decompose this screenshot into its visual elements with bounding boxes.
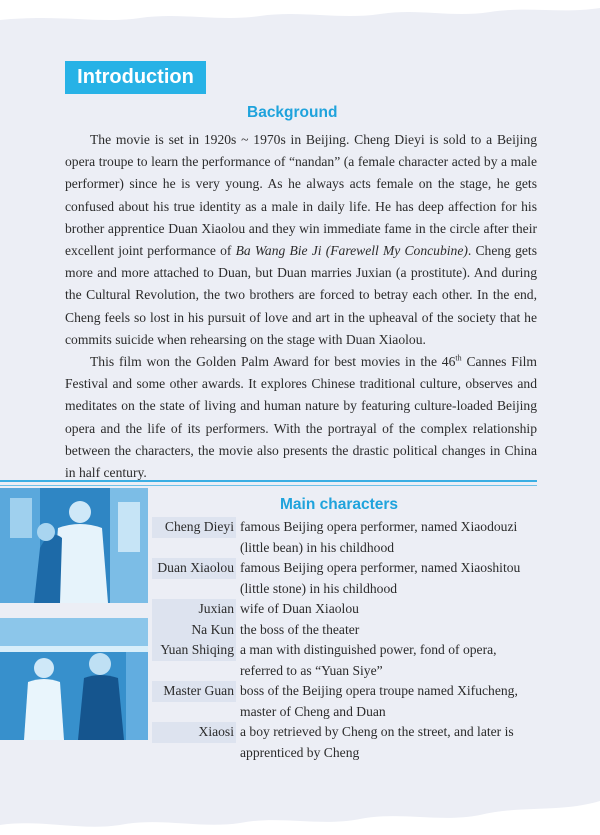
character-description: wife of Duan Xiaolou [240, 601, 359, 616]
background-text [65, 129, 537, 484]
character-name: Xiaosi [152, 722, 236, 743]
torn-paper-bottom-edge [0, 795, 600, 835]
character-description: a boy retrieved by Cheng on the street, and later is apprenticed by Cheng [240, 724, 514, 760]
film-still-characters [0, 618, 148, 740]
character-description: a man with distinguished power, fond of opera, referred to as “Yuan Siye” [240, 642, 497, 678]
character-description: famous Beijing opera performer, named Xiaodouzi (little bean) in his childhood [240, 519, 518, 555]
character-name: Duan Xiaolou [152, 558, 236, 579]
character-description: famous Beijing opera performer, named Xiaoshitou (little stone) in his childhood [240, 560, 521, 596]
divider-rule [0, 480, 537, 482]
character-name: Na Kun [152, 620, 236, 641]
character-name: Yuan Shiqing [152, 640, 236, 661]
character-name: Cheng Dieyi [152, 517, 236, 538]
torn-paper-top-edge [0, 0, 600, 28]
background-heading: Background [247, 104, 338, 121]
character-description: the boss of the theater [240, 622, 360, 637]
film-still-opera-performers [0, 488, 148, 603]
divider-rule-thin [0, 485, 537, 486]
main-characters-heading: Main characters [280, 496, 399, 513]
introduction-badge: Introduction [65, 61, 206, 94]
background-paragraph-1: The movie is set in 1920s ~ 1970s in Beijing. Cheng Dieyi is sold to a Beijing opera troupe to learn the performance of “nandan” (a female character acted by a male performer) since he is very young. As he always acts female on the stage, he gets confused about his true identity as a male in daily life. He has deep affection for his brother apprentice Duan Xiaolou and they win immediate fame in the circle after their excellent joint performance of Ba Wang Bie Ji (Farewell My Concubine). Cheng gets more and more attached to Duan, but Duan marries Juxian (a prostitute). And during the Cultural Revolution, the two brothers are forced to betray each other. In the end, Cheng feels so lost in his pursuit of love and art in the upheaval of the society that he commits suicide when rehearsing on the stage with Duan Xiaolou. [65, 132, 537, 347]
background-paragraph-2: This film won the Golden Palm Award for best movies in the 46th Cannes Film Festival and some other awards. It explores Chinese traditional culture, observes and meditates on the state of living and human nature by featuring culture-loaded Beijing opera and the life of its performers. With the portrayal of the complex relationship between the characters, the movie also presents the drastic political changes in China in half century. [65, 353, 537, 481]
character-description: boss of the Beijing opera troupe named Xifucheng, master of Cheng and Duan [240, 683, 518, 719]
film-title-italic: Ba Wang Bie Ji (Farewell My Concubine) [235, 243, 468, 259]
character-name: Juxian [152, 599, 236, 620]
character-name: Master Guan [152, 681, 236, 702]
